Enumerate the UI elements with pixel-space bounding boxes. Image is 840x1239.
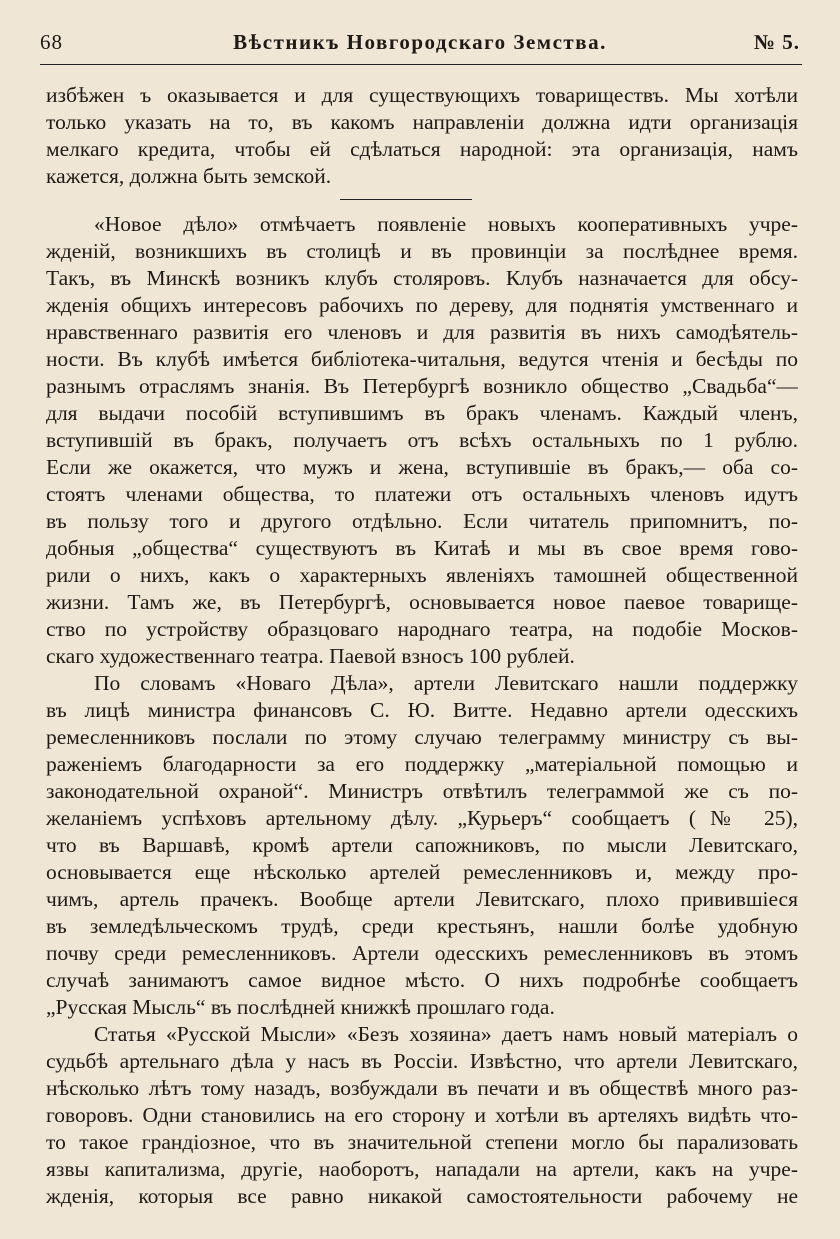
text-line: избѣжен ъ оказывается и для существующихъ товариществъ. Мы хотѣли [46,83,798,107]
text-line: добныя „общества“ существуютъ въ Китаѣ и мы въ свое время гово- [46,536,798,560]
text-line: ство по устройству образцоваго народнаго театра, на подобіе Москов- [46,617,798,641]
text-line: вступившій въ бракъ, получаетъ отъ всѣхъ остальныхъ по 1 рублю. [46,428,798,452]
text-line: нѣсколько лѣтъ тому назадъ, возбуждали въ печати и въ обществѣ много раз- [46,1076,798,1100]
text-line: законодательной охраной“. Министръ отвѣтилъ телеграммой же съ по- [46,779,798,803]
text-line: ремесленниковъ послали по этому случаю телеграмму министру съ вы- [46,725,798,749]
text-line: рили о нихъ, какъ о характерныхъ явленіяхъ тамошней общественной [46,563,798,587]
text-line: „Русская Мысль“ въ послѣдней книжкѣ прошлаго года. [46,995,555,1019]
text-line: Такъ, въ Минскѣ возникъ клубъ столяровъ. Клубъ назначается для обсу- [46,266,798,290]
text-line: въ пользу того и другого отдѣльно. Если читатель припомнитъ, по- [46,509,798,533]
text-line: По словамъ «Новаго Дѣла», артели Левитскаго нашли поддержку [94,671,798,695]
text-line: жденій, возникшихъ въ столицѣ и въ провинціи за послѣднее время. [46,239,798,263]
text-line: язвы капитализма, другіе, наоборотъ, нападали на артели, какъ на учре- [46,1157,798,1181]
text-line: разнымъ отраслямъ знанія. Въ Петербургѣ возникло общество „Свадьба“— [46,374,798,398]
text-line: чимъ, артель прачекъ. Вообще артели Левитскаго, плохо привившіеся [46,887,798,911]
text-line: раженіемъ благодарности за его поддержку „матеріальной помощью и [46,752,798,776]
header-rule [40,64,802,65]
text-line: въ земледѣльческомъ трудѣ, среди крестьянъ, нашли болѣе удобную [46,914,798,938]
text-line: жденія общихъ интересовъ рабочихъ по дереву, для поднятія умственнаго и [46,293,798,317]
text-line: судьбѣ артельнаго дѣла у насъ въ Россіи. Извѣстно, что артели Левитскаго, [46,1049,798,1073]
text-line: для выдачи пособій вступившимъ въ бракъ членамъ. Каждый членъ, [46,401,798,425]
text-line: то такое грандіозное, что въ значительной степени могло бы парализовать [46,1130,798,1154]
text-line: основывается еще нѣсколько артелей ремесленниковъ и, между про- [46,860,798,884]
text-line: Статья «Русской Мысли» «Безъ хозяина» даетъ намъ новый матеріалъ о [94,1022,798,1046]
text-line: мелкаго кредита, чтобы ей сдѣлаться народной: эта организація, намъ [46,137,798,161]
text-line: Если же окажется, что мужъ и жена, вступившіе въ бракъ,— оба со- [46,455,798,479]
journal-title: Вѣстникъ Новгородскаго Земства. [233,30,607,54]
text-line: жизни. Тамъ же, въ Петербургѣ, основывается новое паевое товарище- [46,590,798,614]
text-line: почву среди ремесленниковъ. Артели одесскихъ ремесленниковъ въ этомъ [46,941,798,965]
text-line: въ лицѣ министра финансовъ С. Ю. Витте. Недавно артели одесскихъ [46,698,798,722]
text-line: кажется, должна быть земской. [46,164,332,188]
issue-number: № 5. [753,30,800,54]
text-line: что въ Варшавѣ, кромѣ артели сапожниковъ, по мысли Левитскаго, [46,833,798,857]
running-header [40,28,800,62]
page-number: 68 [40,30,63,54]
text-line: скаго художественнаго театра. Паевой взносъ 100 рублей. [46,644,575,668]
text-line: нравственнаго развитія его членовъ и для развитія въ нихъ самодѣятель- [46,320,798,344]
text-line: только указать на то, въ какомъ направленіи должна идти организація [46,110,798,134]
text-line: «Новое дѣло» отмѣчаетъ появленіе новыхъ кооперативныхъ учре- [94,212,798,236]
text-line: говоровъ. Одни становились на его сторону и хотѣли въ артеляхъ видѣть что- [46,1103,798,1127]
text-line: жденія, которыя все равно никакой самостоятельности рабочему не [46,1184,798,1208]
text-line: стоятъ членами общества, то платежи отъ остальныхъ членовъ идутъ [46,482,798,506]
text-line: ности. Въ клубѣ имѣется библіотека-читальня, ведутся чтенія и бесѣды по [46,347,798,371]
text-line: желаніемъ успѣховъ артельному дѣлу. „Курьеръ“ сообщаетъ (№ 25), [46,806,798,830]
section-separator [340,199,472,200]
text-line: случаѣ занимаютъ самое видное мѣсто. О нихъ подробнѣе сообщаетъ [46,968,798,992]
